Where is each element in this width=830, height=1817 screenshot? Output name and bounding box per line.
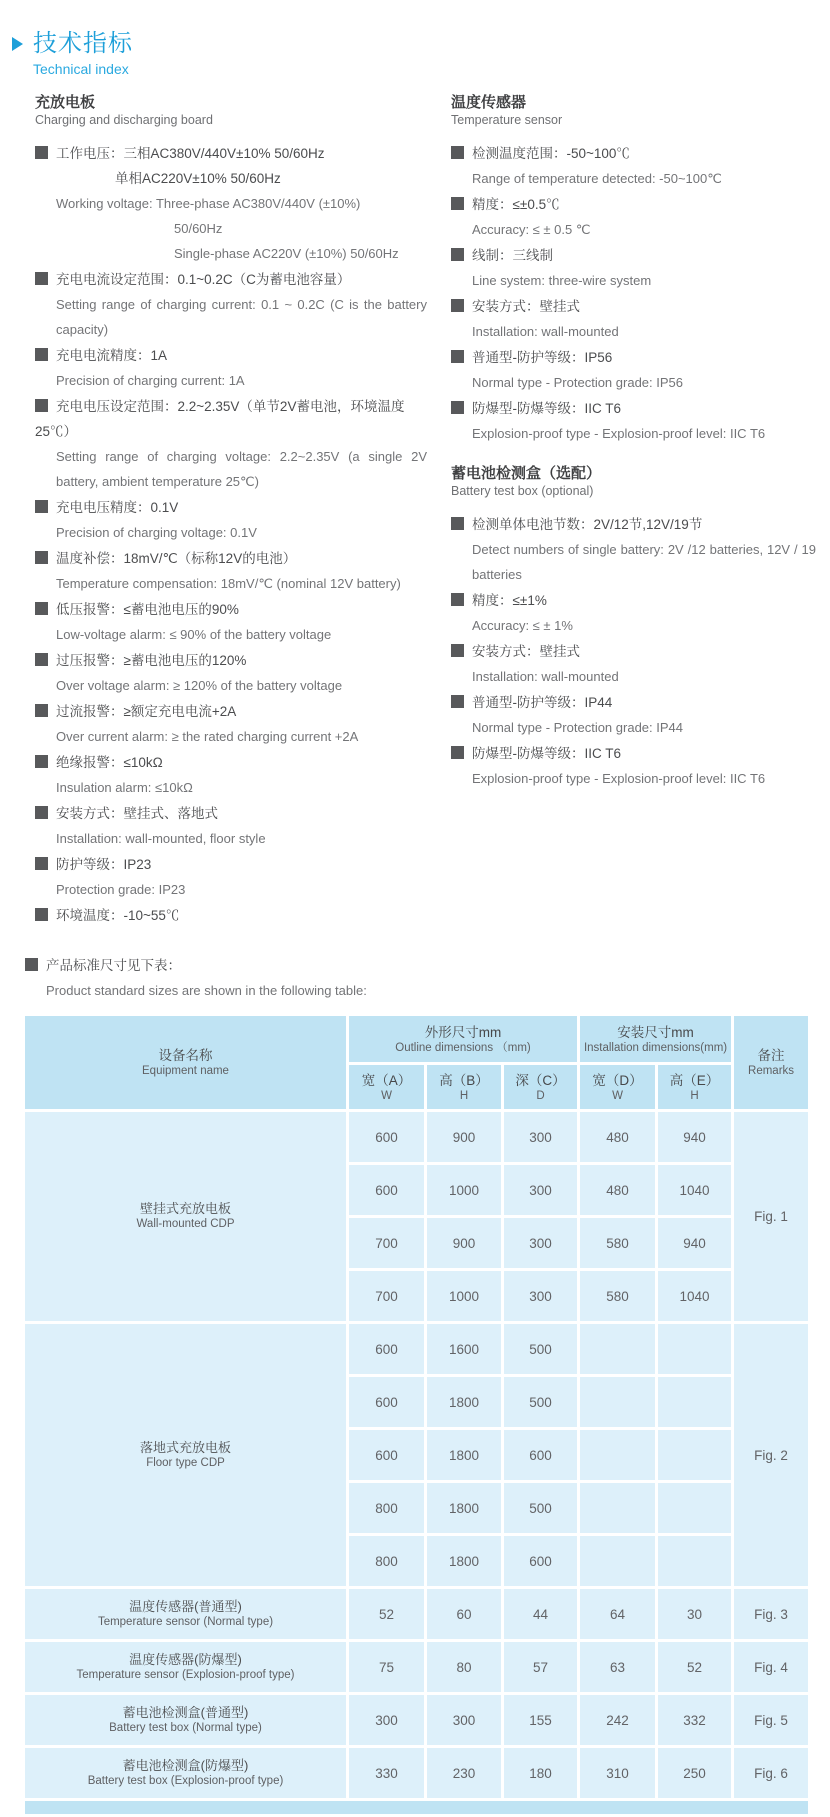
- spec-cn-line: [451, 512, 816, 537]
- bullet-square-icon: [451, 644, 464, 657]
- spec-item: [451, 639, 816, 689]
- dimension-cell: 60: [426, 1588, 503, 1641]
- dimension-cell: [579, 1482, 657, 1535]
- spec-cn-text: 单相AC220V±10% 50/60Hz: [115, 171, 281, 186]
- spec-en-line: Temperature compensation: 18mV/℃ (nominal 12V battery): [56, 576, 401, 591]
- spec-cn-line: [35, 394, 427, 444]
- bullet-square-icon: [451, 746, 464, 759]
- table-intro-en: Product standard sizes are shown in the following table:: [46, 983, 367, 998]
- col-header-width-d: [579, 1064, 657, 1111]
- equipment-name-cell: [24, 1747, 348, 1800]
- equipment-name-cn: 温度传感器(防爆型): [129, 1651, 242, 1667]
- equipment-name-en: Temperature sensor (Normal type): [97, 1615, 274, 1628]
- bullet-square-icon: [35, 653, 48, 666]
- dimension-cell: [579, 1535, 657, 1588]
- dimension-cell: 900: [426, 1217, 503, 1270]
- bullet-square-icon: [35, 806, 48, 819]
- spec-cn-text: 精度：≤±1%: [472, 593, 547, 608]
- dimension-cell: 600: [503, 1429, 579, 1482]
- spec-item: [451, 345, 816, 395]
- spec-item: [451, 294, 816, 344]
- spec-cn-line: [35, 597, 427, 622]
- dimension-cell: 800: [348, 1535, 426, 1588]
- dimension-cell: 1800: [426, 1429, 503, 1482]
- spec-list: [451, 512, 816, 791]
- spec-cn-text: 温度补偿：18mV/℃（标称12V的电池）: [56, 551, 297, 566]
- table-bottom-strip: [24, 1800, 810, 1816]
- col-header-equipment-cn: 设备名称: [158, 1048, 213, 1063]
- spec-cn-line: [35, 267, 427, 292]
- section-heading-en: Battery test box (optional): [451, 484, 594, 498]
- spec-cn-line: [35, 750, 427, 775]
- spec-en-line: Installation: wall-mounted, floor style: [56, 831, 266, 846]
- col-header-height-e: [657, 1064, 733, 1111]
- dimension-cell: 44: [503, 1588, 579, 1641]
- spec-item: [35, 852, 427, 902]
- dimension-cell: [579, 1429, 657, 1482]
- bullet-square-icon: [25, 958, 38, 971]
- table-row: [24, 1641, 810, 1694]
- spec-cn-line: [451, 690, 816, 715]
- spec-en-line: Protection grade: IP23: [56, 882, 186, 897]
- spec-item: [35, 597, 427, 647]
- col-header-height-b-cn: 高（B）: [439, 1072, 489, 1088]
- table-row: [24, 1323, 810, 1376]
- equipment-name-en: Temperature sensor (Explosion-proof type): [76, 1668, 295, 1681]
- spec-cn-line: [35, 648, 427, 673]
- bullet-square-icon: [35, 857, 48, 870]
- spec-cn-text: 安装方式：壁挂式、落地式: [56, 806, 218, 821]
- spec-cn-text: 普通型-防护等级：IP44: [472, 695, 613, 710]
- col-header-width-d-en: W: [612, 1089, 623, 1102]
- dimension-cell: 1800: [426, 1482, 503, 1535]
- dimension-cell: 600: [348, 1376, 426, 1429]
- spec-en-line: 50/60Hz: [174, 221, 223, 236]
- dimension-cell: 580: [579, 1217, 657, 1270]
- dimension-cell: 310: [579, 1747, 657, 1800]
- equipment-name-cn: 落地式充放电板: [139, 1439, 231, 1455]
- col-header-width-a-en: W: [381, 1089, 392, 1102]
- bullet-square-icon: [451, 517, 464, 530]
- spec-cn-line: [35, 343, 427, 368]
- dimension-cell: 700: [348, 1217, 426, 1270]
- dimension-cell: 700: [348, 1270, 426, 1323]
- spec-cn-text: 过流报警：≥额定充电电流+2A: [56, 704, 237, 719]
- table-intro: [0, 929, 830, 1003]
- spec-en-line: Normal type - Protection grade: IP56: [472, 375, 683, 390]
- dimension-cell: 30: [657, 1588, 733, 1641]
- col-header-height-e-en: H: [690, 1089, 699, 1102]
- dimension-cell: 155: [503, 1694, 579, 1747]
- dimension-cell: 330: [348, 1747, 426, 1800]
- page-subtitle: Technical index: [33, 61, 129, 77]
- bullet-square-icon: [35, 908, 48, 921]
- col-header-depth-c-en: D: [536, 1089, 545, 1102]
- dimension-cell: 52: [348, 1588, 426, 1641]
- spec-cn-line: [35, 699, 427, 724]
- equipment-name-cell: [24, 1111, 348, 1323]
- bullet-square-icon: [35, 602, 48, 615]
- dimension-cell: 230: [426, 1747, 503, 1800]
- bullet-square-icon: [451, 401, 464, 414]
- equipment-name-cell: [24, 1323, 348, 1588]
- bullet-square-icon: [35, 755, 48, 768]
- spec-en-line: Insulation alarm: ≤10kΩ: [56, 780, 193, 795]
- equipment-name-en: Wall-mounted CDP: [136, 1218, 235, 1230]
- spec-en-line: Line system: three-wire system: [472, 273, 652, 288]
- dimension-cell: 300: [348, 1694, 426, 1747]
- dimension-cell: 600: [348, 1164, 426, 1217]
- dimension-cell: [657, 1376, 733, 1429]
- remark-cell: Fig. 1: [733, 1111, 810, 1323]
- remark-cell: Fig. 4: [733, 1641, 810, 1694]
- equipment-name-en: Battery test box (Explosion-proof type): [87, 1774, 284, 1787]
- spec-cn-text: 充电电流设定范围：0.1~0.2C（C为蓄电池容量）: [56, 272, 351, 287]
- col-header-width-a-cn: 宽（A）: [361, 1072, 412, 1088]
- remark-cell: Fig. 2: [733, 1323, 810, 1588]
- col-header-outline-cn: 外形尺寸mm: [424, 1024, 502, 1040]
- equipment-name-cn: 壁挂式充放电板: [139, 1201, 231, 1216]
- spec-cn-line: [35, 903, 427, 928]
- dimension-cell: 500: [503, 1376, 579, 1429]
- dimension-cell: [579, 1376, 657, 1429]
- dimension-cell: 300: [503, 1111, 579, 1164]
- spec-cn-line: [451, 345, 816, 370]
- dimension-cell: 1600: [426, 1323, 503, 1376]
- table-row: [24, 1588, 810, 1641]
- dimension-cell: 900: [426, 1111, 503, 1164]
- dimension-cell: 580: [579, 1270, 657, 1323]
- spec-cn-line: [451, 243, 816, 268]
- bullet-square-icon: [35, 272, 48, 285]
- spec-en-line: Installation: wall-mounted: [472, 324, 619, 339]
- spec-en-line: Working voltage: Three-phase AC380V/440V (±10%): [56, 196, 361, 211]
- spec-item: [451, 141, 816, 191]
- spec-cn-text: 绝缘报警：≤10kΩ: [56, 755, 163, 770]
- remark-cell: Fig. 3: [733, 1588, 810, 1641]
- dimension-cell: 1800: [426, 1535, 503, 1588]
- section-heading-en: Charging and discharging board: [35, 113, 213, 127]
- dimension-cell: 940: [657, 1111, 733, 1164]
- bullet-square-icon: [35, 146, 48, 159]
- spec-en-line: Explosion-proof type - Explosion-proof level: IIC T6: [472, 426, 766, 441]
- spec-item: [35, 546, 427, 596]
- spec-cn-text: 防爆型-防爆等级：IIC T6: [472, 746, 622, 761]
- bullet-square-icon: [35, 704, 48, 717]
- dimension-cell: 242: [579, 1694, 657, 1747]
- spec-item: [451, 512, 816, 587]
- dimension-cell: 180: [503, 1747, 579, 1800]
- dimension-cell: [657, 1535, 733, 1588]
- spec-en-line: Accuracy: ≤ ± 1%: [472, 618, 573, 633]
- spec-en-line: Detect numbers of single battery: 2V /12 batteries, 12V / 19 batteries: [472, 542, 816, 582]
- dimension-cell: 300: [426, 1694, 503, 1747]
- dimension-cell: 500: [503, 1323, 579, 1376]
- spec-section: [451, 93, 816, 446]
- dimension-cell: [657, 1429, 733, 1482]
- spec-columns: [0, 77, 830, 929]
- spec-cn-text: 充电电流精度：1A: [56, 348, 168, 363]
- page-title: 技术指标: [33, 30, 133, 57]
- col-header-remarks-cn: 备注: [757, 1048, 785, 1063]
- remark-cell: Fig. 6: [733, 1747, 810, 1800]
- dimension-cell: 75: [348, 1641, 426, 1694]
- dimension-cell: 80: [426, 1641, 503, 1694]
- spec-en-line: Range of temperature detected: -50~100℃: [472, 171, 722, 186]
- col-header-equipment-en: Equipment name: [142, 1065, 229, 1077]
- dimension-cell: 500: [503, 1482, 579, 1535]
- bullet-square-icon: [35, 551, 48, 564]
- dimension-cell: [657, 1482, 733, 1535]
- dimension-cell: [657, 1323, 733, 1376]
- table-row: [24, 1111, 810, 1164]
- section-arrow-icon: [12, 37, 23, 51]
- dimension-cell: 1040: [657, 1164, 733, 1217]
- section-heading-cn: 充放电板: [35, 94, 96, 111]
- bullet-square-icon: [451, 248, 464, 261]
- bullet-square-icon: [451, 146, 464, 159]
- spec-item: [35, 343, 427, 393]
- col-header-remarks-en: Remarks: [748, 1065, 795, 1077]
- equipment-name-cell: [24, 1694, 348, 1747]
- spec-list-left: [35, 141, 427, 928]
- spec-en-line: Single-phase AC220V (±10%) 50/60Hz: [174, 246, 399, 261]
- spec-en-line: Over voltage alarm: ≥ 120% of the battery voltage: [56, 678, 343, 693]
- dimension-cell: 940: [657, 1217, 733, 1270]
- equipment-name-cn: 温度传感器(普通型): [129, 1598, 242, 1614]
- spec-cn-text: 防护等级：IP23: [56, 857, 152, 872]
- spec-cn-text: 普通型-防护等级：IP56: [472, 350, 613, 365]
- spec-item: [451, 192, 816, 242]
- spec-cn-line: [451, 396, 816, 421]
- size-table-header: [24, 1015, 810, 1111]
- section-heading-cn: 蓄电池检测盒（选配）: [451, 465, 602, 482]
- dimension-cell: 1040: [657, 1270, 733, 1323]
- spec-cn-text: 充电电压设定范围：2.2~2.35V（单节2V蓄电池，环境温度25℃）: [35, 399, 405, 439]
- spec-column-right: [451, 93, 816, 929]
- spec-cn-text: 低压报警：≤蓄电池电压的90%: [56, 602, 239, 617]
- col-header-height-e-cn: 高（E）: [669, 1072, 720, 1088]
- spec-en-line: Setting range of charging voltage: 2.2~2.35V (a single 2V battery, ambient temperature 25℃): [56, 449, 427, 489]
- dimension-cell: 1000: [426, 1164, 503, 1217]
- spec-cn-line: [35, 852, 427, 877]
- dimension-cell: 600: [348, 1323, 426, 1376]
- spec-item: [35, 750, 427, 800]
- spec-item: [35, 903, 427, 928]
- spec-item: [35, 495, 427, 545]
- dimension-cell: 300: [503, 1164, 579, 1217]
- spec-en-line: Normal type - Protection grade: IP44: [472, 720, 683, 735]
- spec-section: [451, 464, 816, 791]
- col-header-height-b-en: H: [459, 1089, 469, 1102]
- section-heading: [451, 93, 816, 129]
- remark-cell: Fig. 5: [733, 1694, 810, 1747]
- spec-en-line: Setting range of charging current: 0.1 ~ 0.2C (C is the battery capacity): [56, 297, 427, 337]
- section-heading-en: Temperature sensor: [451, 113, 563, 127]
- col-header-width-a: [348, 1064, 426, 1111]
- spec-cn-text: 环境温度：-10~55℃: [56, 908, 180, 923]
- spec-cn-line: [451, 741, 816, 766]
- dimension-cell: 480: [579, 1164, 657, 1217]
- spec-item: [35, 141, 427, 266]
- spec-cn-line: [35, 166, 427, 191]
- spec-cn-text: 工作电压：三相AC380V/440V±10% 50/60Hz: [56, 146, 325, 161]
- dimension-cell: 480: [579, 1111, 657, 1164]
- equipment-name-cn: 蓄电池检测盒(普通型): [122, 1704, 249, 1720]
- spec-cn-line: [35, 141, 427, 166]
- spec-cn-text: 检测单体电池节数：2V/12节,12V/19节: [472, 517, 703, 532]
- dimension-cell: 600: [348, 1429, 426, 1482]
- spec-cn-line: [35, 801, 427, 826]
- dimension-cell: 332: [657, 1694, 733, 1747]
- col-header-remarks: [733, 1015, 810, 1111]
- bullet-square-icon: [35, 348, 48, 361]
- spec-en-line: Precision of charging voltage: 0.1V: [56, 525, 257, 540]
- spec-en-line: Over current alarm: ≥ the rated charging current +2A: [56, 729, 359, 744]
- bullet-square-icon: [451, 695, 464, 708]
- dimension-cell: 600: [348, 1111, 426, 1164]
- col-header-width-d-cn: 宽（D）: [592, 1072, 643, 1088]
- equipment-name-cell: [24, 1641, 348, 1694]
- spec-cn-text: 安装方式：壁挂式: [472, 644, 580, 659]
- dimension-cell: 250: [657, 1747, 733, 1800]
- equipment-name-en: Battery test box (Normal type): [109, 1721, 262, 1734]
- table-row: [24, 1694, 810, 1747]
- dimension-cell: 57: [503, 1641, 579, 1694]
- col-header-installation-en: Installation dimensions(mm): [583, 1041, 728, 1054]
- spec-cn-line: [451, 141, 816, 166]
- col-header-depth-c: [503, 1064, 579, 1111]
- spec-en-line: Low-voltage alarm: ≤ 90% of the battery voltage: [56, 627, 332, 642]
- spec-cn-line: [451, 294, 816, 319]
- dimension-cell: [579, 1323, 657, 1376]
- spec-cn-line: [35, 546, 427, 571]
- spec-en-line: Explosion-proof type - Explosion-proof level: IIC T6: [472, 771, 766, 786]
- spec-cn-line: [35, 495, 427, 520]
- spec-item: [35, 801, 427, 851]
- dimension-cell: 64: [579, 1588, 657, 1641]
- size-table-body: [24, 1111, 810, 1800]
- spec-cn-text: 精度：≤±0.5℃: [472, 197, 560, 212]
- spec-item: [35, 267, 427, 342]
- dimension-cell: 63: [579, 1641, 657, 1694]
- table-intro-cn-line: [25, 953, 830, 978]
- dimension-cell: 1000: [426, 1270, 503, 1323]
- bullet-square-icon: [451, 197, 464, 210]
- col-header-equipment: [24, 1015, 348, 1111]
- dimension-cell: 800: [348, 1482, 426, 1535]
- bullet-square-icon: [451, 350, 464, 363]
- page-header: [0, 0, 830, 77]
- spec-item: [451, 741, 816, 791]
- spec-cn-text: 检测温度范围：-50~100℃: [472, 146, 630, 161]
- equipment-name-cn: 蓄电池检测盒(防爆型): [122, 1757, 249, 1773]
- spec-cn-line: [451, 639, 816, 664]
- section-heading: [451, 464, 816, 500]
- dimension-cell: 52: [657, 1641, 733, 1694]
- spec-item: [35, 699, 427, 749]
- section-heading-cn: 温度传感器: [451, 94, 527, 111]
- spec-cn-text: 防爆型-防爆等级：IIC T6: [472, 401, 622, 416]
- spec-cn-text: 安装方式：壁挂式: [472, 299, 580, 314]
- dimension-cell: 300: [503, 1270, 579, 1323]
- spec-item: [35, 394, 427, 494]
- spec-cn-text: 线制：三线制: [472, 248, 553, 263]
- dimension-cell: 300: [503, 1217, 579, 1270]
- spec-en-line: Precision of charging current: 1A: [56, 373, 245, 388]
- table-row: [24, 1747, 810, 1800]
- spec-item: [451, 243, 816, 293]
- col-header-installation: [579, 1015, 733, 1064]
- dimension-cell: 1800: [426, 1376, 503, 1429]
- col-header-outline-en: Outline dimensions （mm): [395, 1041, 531, 1054]
- size-table: [22, 1013, 811, 1817]
- bullet-square-icon: [35, 399, 48, 412]
- spec-cn-line: [451, 192, 816, 217]
- spec-en-line: Accuracy: ≤ ± 0.5 ℃: [472, 222, 591, 237]
- spec-item: [451, 396, 816, 446]
- spec-item: [451, 690, 816, 740]
- equipment-name-en: Floor type CDP: [146, 1456, 225, 1469]
- spec-cn-text: 过压报警：≥蓄电池电压的120%: [56, 653, 247, 668]
- col-header-installation-cn: 安装尺寸mm: [617, 1024, 694, 1040]
- bullet-square-icon: [35, 500, 48, 513]
- dimension-cell: 600: [503, 1535, 579, 1588]
- col-header-depth-c-cn: 深（C）: [515, 1072, 566, 1088]
- bullet-square-icon: [451, 299, 464, 312]
- equipment-name-cell: [24, 1588, 348, 1641]
- spec-item: [451, 588, 816, 638]
- table-intro-cn: 产品标准尺寸见下表：: [46, 958, 181, 973]
- spec-list: [451, 141, 816, 446]
- spec-column-left: [35, 93, 427, 929]
- spec-item: [35, 648, 427, 698]
- bullet-square-icon: [451, 593, 464, 606]
- page-title-block: [33, 30, 133, 77]
- col-header-height-b: [426, 1064, 503, 1111]
- spec-en-line: Installation: wall-mounted: [472, 669, 619, 684]
- spec-cn-line: [451, 588, 816, 613]
- spec-cn-text: 充电电压精度：0.1V: [56, 500, 179, 515]
- section-heading: [35, 93, 427, 129]
- col-header-outline: [348, 1015, 579, 1064]
